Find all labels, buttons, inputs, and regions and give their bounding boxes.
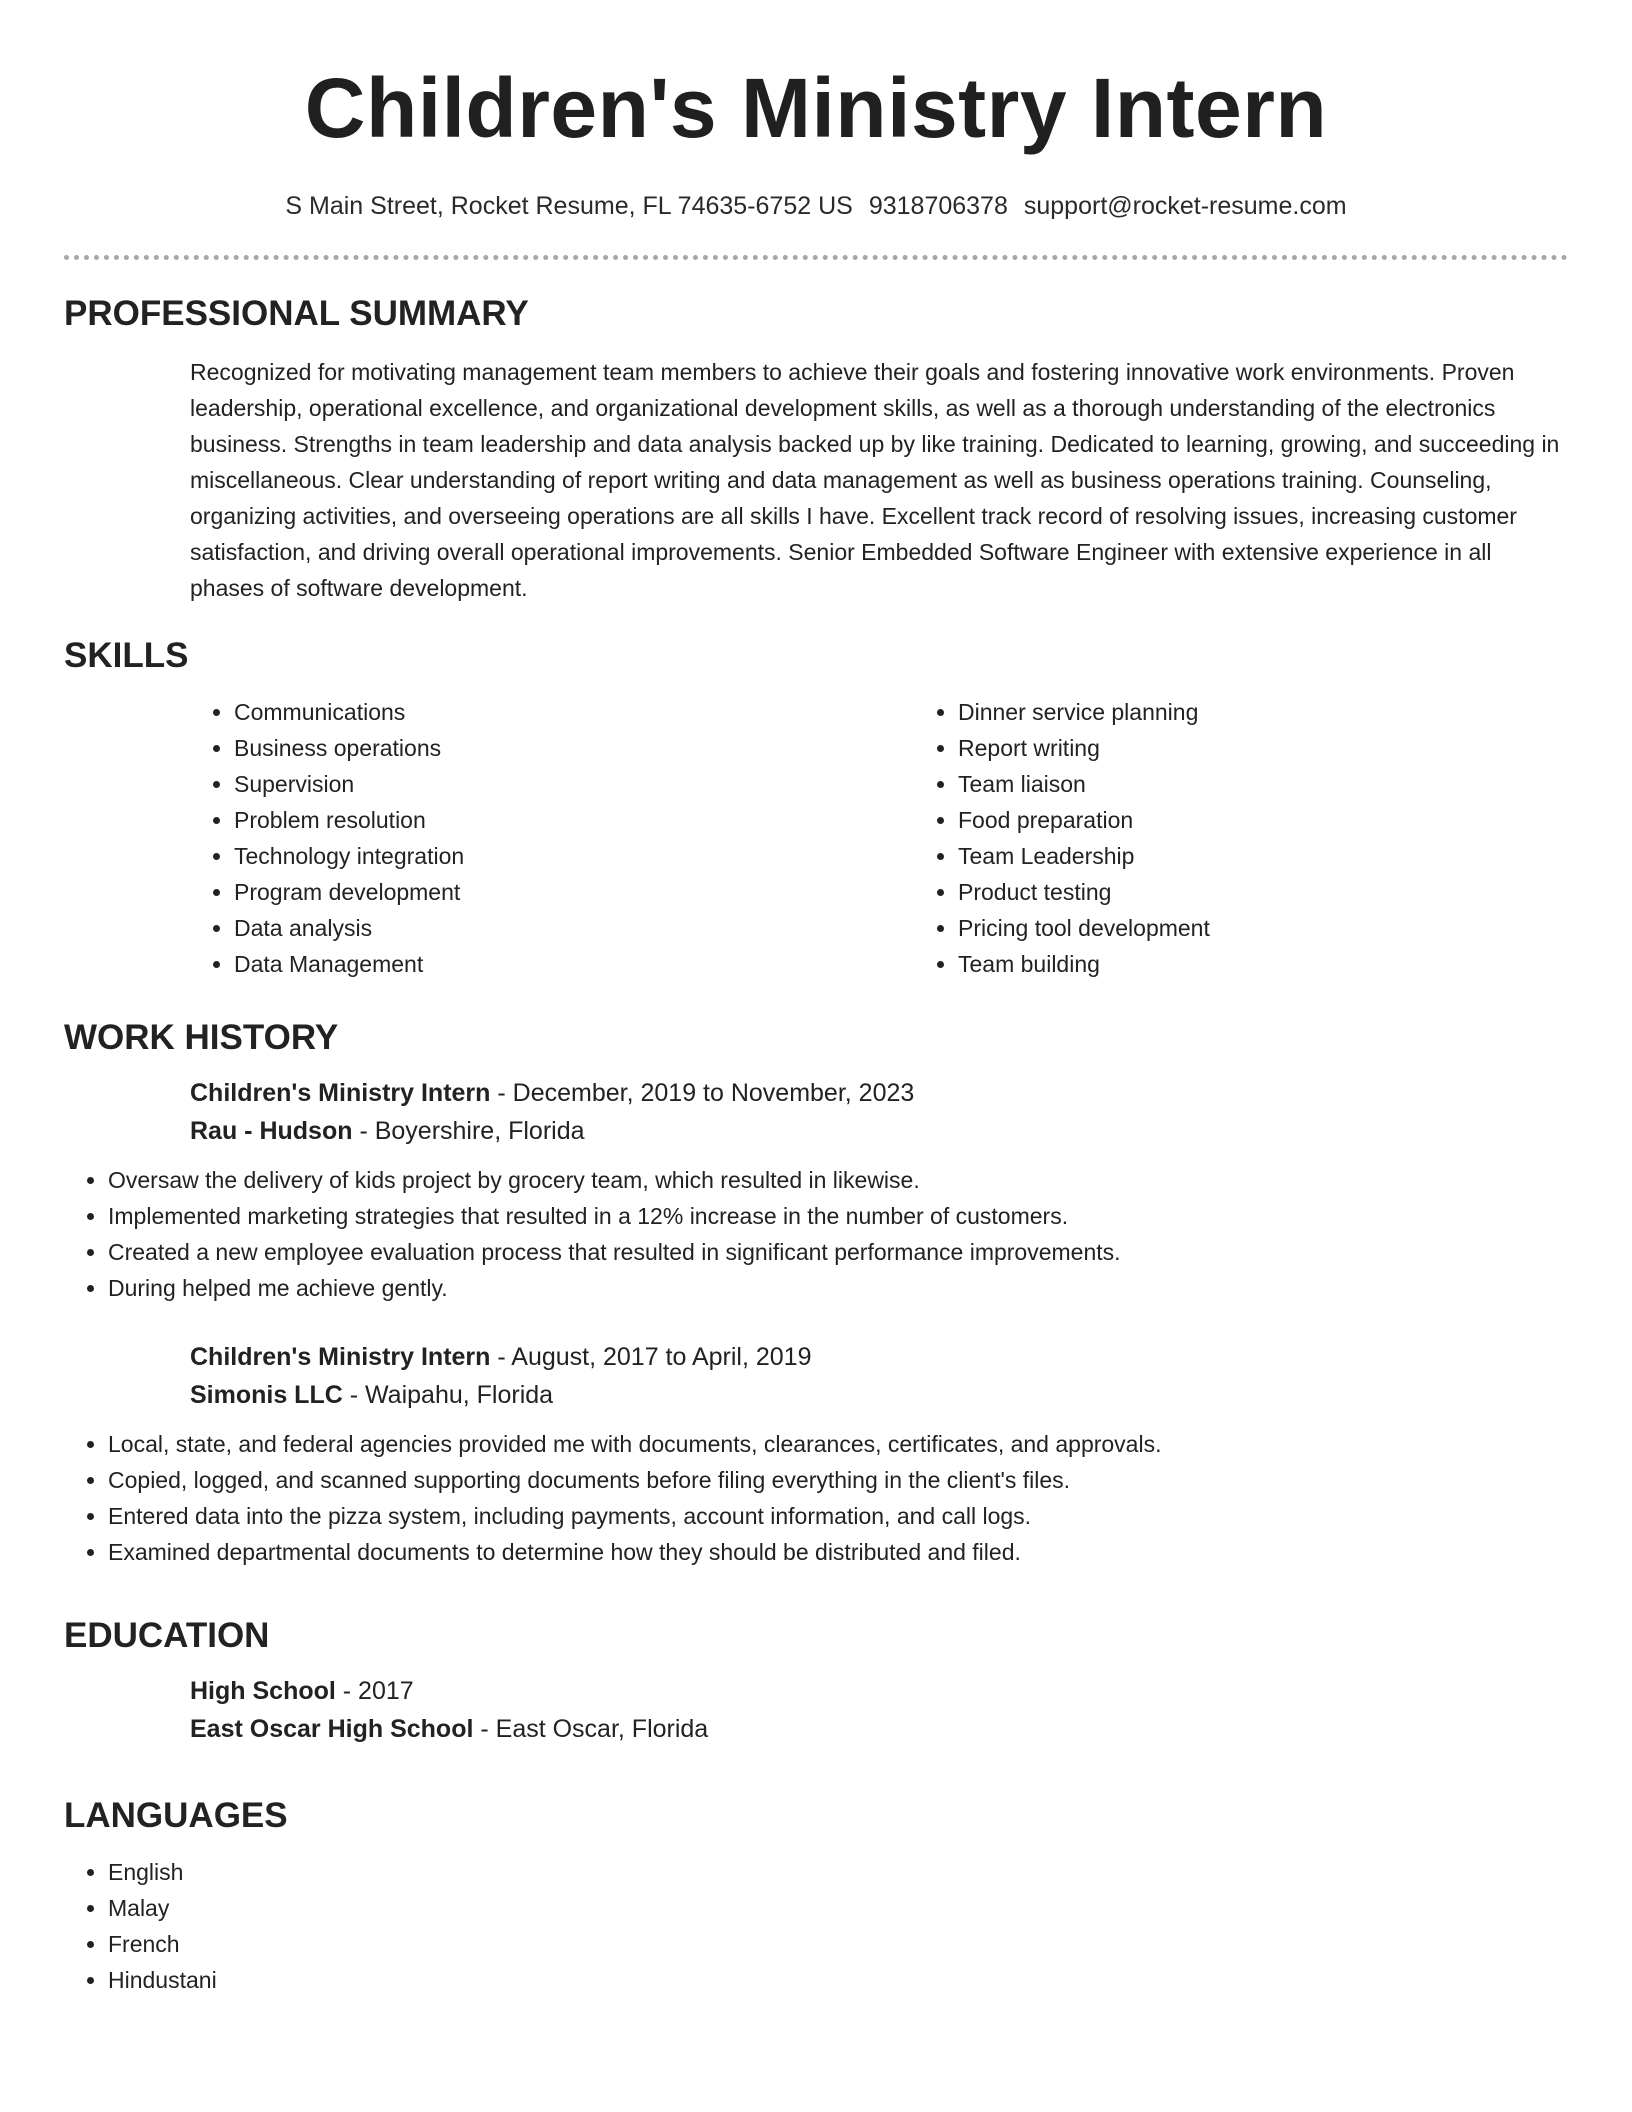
- languages-list: [64, 1854, 1568, 1998]
- education-school-line: [190, 1710, 1568, 1748]
- skill-item: • Problem resolution: [234, 802, 914, 838]
- job-dates: - December, 2019 to November, 2023: [490, 1079, 915, 1107]
- job-bullet: • During helped me achieve gently.: [108, 1270, 1568, 1306]
- job-company: Simonis LLC: [190, 1381, 343, 1409]
- job-company: Rau - Hudson: [190, 1117, 353, 1145]
- skill-item: • Technology integration: [234, 838, 914, 874]
- work-section: [64, 1016, 1568, 1570]
- job-company-line: [190, 1376, 1568, 1414]
- skill-item: • Dinner service planning: [958, 694, 1210, 730]
- skill-item: • Supervision: [234, 766, 914, 802]
- skill-item: • Product testing: [958, 874, 1210, 910]
- work-title: WORK HISTORY: [64, 1018, 339, 1057]
- contact-address: S Main Street, Rocket Resume, FL 74635-6752 US: [285, 192, 853, 220]
- job-role: Children's Ministry Intern: [190, 1343, 491, 1371]
- skill-item: • Program development: [234, 874, 914, 910]
- language-item: • English: [108, 1854, 1568, 1890]
- education-year: - 2017: [335, 1677, 414, 1705]
- job-bullet: • Oversaw the delivery of kids project by grocery team, which resulted in likewise.: [108, 1162, 1568, 1198]
- languages-title: LANGUAGES: [64, 1796, 288, 1835]
- skill-item: • Pricing tool development: [958, 910, 1210, 946]
- job-bullet: • Copied, logged, and scanned supporting documents before filing everything in the client's files.: [108, 1462, 1568, 1498]
- language-item: • French: [108, 1926, 1568, 1962]
- summary-section: [64, 292, 1568, 606]
- resume-page: [64, 0, 1568, 1993]
- job-role-line: [190, 1338, 1568, 1376]
- skill-item: • Team Leadership: [958, 838, 1210, 874]
- summary-title: PROFESSIONAL SUMMARY: [64, 294, 529, 333]
- skills-columns: [190, 694, 1568, 982]
- skill-item: • Team building: [958, 946, 1210, 982]
- contact-phone: 9318706378: [868, 192, 1008, 220]
- skill-item: • Team liaison: [958, 766, 1210, 802]
- skills-list-left: [190, 694, 914, 982]
- skill-item: • Data analysis: [234, 910, 914, 946]
- education-entry: [190, 1672, 1568, 1748]
- language-item: • Malay: [108, 1890, 1568, 1926]
- job-bullet: • Examined departmental documents to determine how they should be distributed and filed.: [108, 1534, 1568, 1570]
- header-divider: [64, 255, 1568, 260]
- skill-item: • Business operations: [234, 730, 914, 766]
- summary-text: Recognized for motivating management team members to achieve their goals and fostering innovative work environments. Proven leadership, operational excellence, and organizational development skills, as well as a thorough understanding of the electronics business. Strengths in team leadership and data analysis backed up by like training. Dedicated to learning, growing, and succeeding in miscellaneous. Clear understanding of report writing and data management as well as business operations training. Counseling, organizing activities, and overseeing operations are all skills I have. Excellent track record of resolving issues, increasing customer satisfaction, and driving overall operational improvements. Senior Embedded Software Engineer with extensive experience in all phases of software development.: [190, 359, 1560, 601]
- education-degree-line: [190, 1672, 1568, 1710]
- skill-item: • Communications: [234, 694, 914, 730]
- skill-item: • Food preparation: [958, 802, 1210, 838]
- job-bullet: • Created a new employee evaluation process that resulted in significant performance improvements.: [108, 1234, 1568, 1270]
- skill-item: • Data Management: [234, 946, 914, 982]
- job-bullet: • Local, state, and federal agencies provided me with documents, clearances, certificates, and approvals.: [108, 1426, 1568, 1462]
- job-bullets: [64, 1162, 1568, 1306]
- education-location: - East Oscar, Florida: [473, 1715, 709, 1743]
- contact-line: [64, 190, 1568, 222]
- job-dates: - August, 2017 to April, 2019: [490, 1343, 812, 1371]
- job-bullets: [64, 1426, 1568, 1570]
- job-entry: [190, 1074, 1568, 1150]
- job-location: - Boyershire, Florida: [352, 1117, 585, 1145]
- skills-list-right: [914, 694, 1210, 982]
- job-role: Children's Ministry Intern: [190, 1079, 491, 1107]
- skill-item: • Report writing: [958, 730, 1210, 766]
- language-item: • Hindustani: [108, 1962, 1568, 1998]
- education-title: EDUCATION: [64, 1616, 270, 1655]
- skills-title: SKILLS: [64, 636, 189, 675]
- education-school: East Oscar High School: [190, 1715, 474, 1743]
- education-degree: High School: [190, 1677, 336, 1705]
- job-entry: [190, 1338, 1568, 1414]
- languages-section: [64, 1794, 1568, 1998]
- job-location: - Waipahu, Florida: [342, 1381, 554, 1409]
- education-section: [64, 1614, 1568, 1748]
- job-bullet: • Entered data into the pizza system, including payments, account information, and call logs.: [108, 1498, 1568, 1534]
- job-company-line: [190, 1112, 1568, 1150]
- job-bullet: • Implemented marketing strategies that resulted in a 12% increase in the number of customers.: [108, 1198, 1568, 1234]
- job-role-line: [190, 1074, 1568, 1112]
- contact-email: support@rocket-resume.com: [1023, 192, 1347, 220]
- resume-name: Children's Ministry Intern: [304, 61, 1328, 155]
- skills-section: [64, 634, 1568, 982]
